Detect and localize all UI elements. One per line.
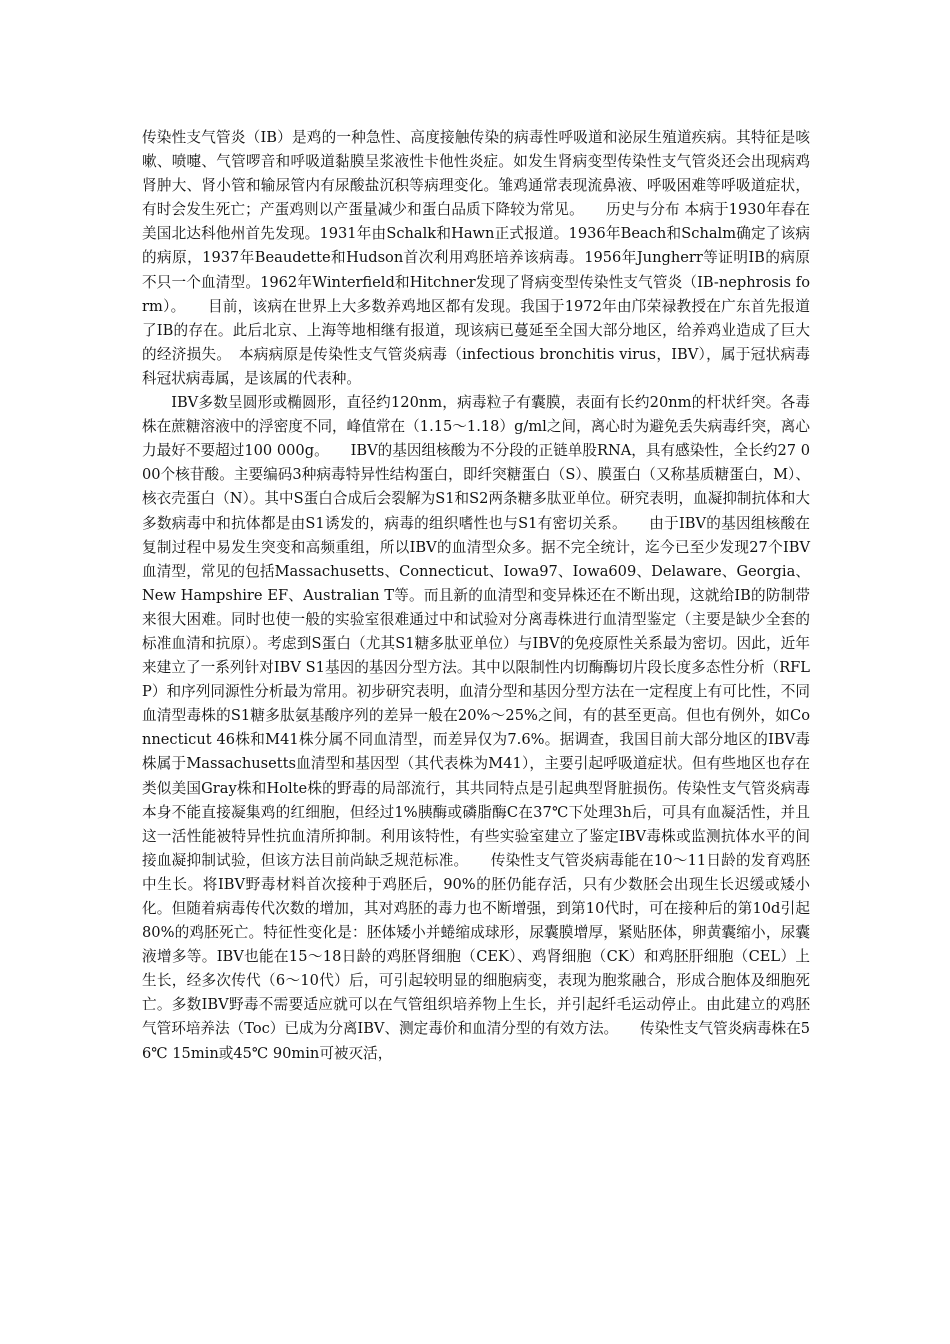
- document-body: [142, 126, 810, 1066]
- paragraph-virus-description: IBV多数呈圆形或椭圆形，直径约120nm，病毒粒子有囊膜，表面有长约20nm的杆状纤突。各毒株在蔗糖溶液中的浮密度不同，峰值常在（1.15～1.18）g/ml之间，离心时为避免丢失病毒纤突，离心力最好不要超过100 000g。 IBV的基因组核酸为不分段的正链单股RNA，具有感染性，全长约27 000个核苷酸。主要编码3种病毒特异性结构蛋白，即纤突糖蛋白（S）、膜蛋白（又称基质糖蛋白，M）、核衣壳蛋白（N）。其中S蛋白合成后会裂解为S1和S2两条糖多肽亚单位。研究表明，血凝抑制抗体和大多数病毒中和抗体都是由S1诱发的，病毒的组织嗜性也与S1有密切关系。 由于IBV的基因组核酸在复制过程中易发生突变和高频重组，所以IBV的血清型众多。据不完全统计，迄今已至少发现27个IBV血清型，常见的包括Massachusetts、Connecticut、Iowa97、Iowa609、Delaware、Georgia、New Hampshire EF、Australian T等。而且新的血清型和变异株还在不断出现，这就给IB的防制带来很大困难。同时也使一般的实验室很难通过中和试验对分离毒株进行血清型鉴定（主要是缺少全套的标准血清和抗原）。考虑到S蛋白（尤其S1糖多肽亚单位）与IBV的免疫原性关系最为密切。因此，近年来建立了一系列针对IBV S1基因的基因分型方法。其中以限制性内切酶酶切片段长度多态性分析（RFLP）和序列同源性分析最为常用。初步研究表明，血清分型和基因分型方法在一定程度上有可比性，不同血清型毒株的S1糖多肽氨基酸序列的差异一般在20%～25%之间，有的甚至更高。但也有例外，如Connecticut 46株和M41株分属不同血清型，而差异仅为7.6%。据调查，我国目前大部分地区的IBV毒株属于Massachusetts血清型和基因型（其代表株为M41），主要引起呼吸道症状。但有些地区也存在类似美国Gray株和Holte株的野毒的局部流行，其共同特点是引起典型肾脏损伤。传染性支气管炎病毒本身不能直接凝集鸡的红细胞，但经过1%胰酶或磷脂酶C在37℃下处理3h后，可具有血凝活性，并且这一活性能被特异性抗血清所抑制。利用该特性，有些实验室建立了鉴定IBV毒株或监测抗体水平的间接血凝抑制试验，但该方法目前尚缺乏规范标准。 传染性支气管炎病毒能在10～11日龄的发育鸡胚中生长。将IBV野毒材料首次接种于鸡胚后，90%的胚仍能存活，只有少数胚会出现生长迟缓或矮小化。但随着病毒传代次数的增加，其对鸡胚的毒力也不断增强，到第10代时，可在接种后的第10d引起80%的鸡胚死亡。特征性变化是：胚体矮小并蜷缩成球形，尿囊膜增厚，紧贴胚体，卵黄囊缩小，尿囊液增多等。IBV也能在15～18日龄的鸡胚肾细胞（CEK）、鸡肾细胞（CK）和鸡胚肝细胞（CEL）上生长，经多次传代（6～10代）后，可引起较明显的细胞病变，表现为胞浆融合，形成合胞体及细胞死亡。多数IBV野毒不需要适应就可以在气管组织培养物上生长，并引起纤毛运动停止。由此建立的鸡胚气管环培养法（Toc）已成为分离IBV、测定毒价和血清分型的有效方法。 传染性支气管炎病毒株在56℃ 15min或45℃ 90min可被灭活，: [142, 394, 810, 1062]
- paragraph-intro: 传染性支气管炎（IB）是鸡的一种急性、高度接触传染的病毒性呼吸道和泌尿生殖道疾病。其特征是咳嗽、喷嚏、气管啰音和呼吸道黏膜呈浆液性卡他性炎症。如发生肾病变型传染性支气管炎还会出现病鸡肾肿大、肾小管和输尿管内有尿酸盐沉积等病理变化。雏鸡通常表现流鼻液、呼吸困难等呼吸道症状，有时会发生死亡；产蛋鸡则以产蛋量减少和蛋白品质下降较为常见。 历史与分布 本病于1930年春在美国北达科他州首先发现。1931年由Schalk和Hawn正式报道。1936年Beach和Schalm确定了该病的病原，1937年Beaudette和Hudson首次利用鸡胚培养该病毒。1956年Jungherr等证明IB的病原不只一个血清型。1962年Winterfield和Hitchner发现了肾病变型传染性支气管炎（IB-nephrosis form）。 目前，该病在世界上大多数养鸡地区都有发现。我国于1972年由邝荣禄教授在广东首先报道了IB的存在。此后北京、上海等地相继有报道，现该病已蔓延至全国大部分地区，给养鸡业造成了巨大的经济损失。 本病病原是传染性支气管炎病毒（infectious bronchitis virus，IBV），属于冠状病毒科冠状病毒属，是该属的代表种。: [142, 129, 810, 387]
